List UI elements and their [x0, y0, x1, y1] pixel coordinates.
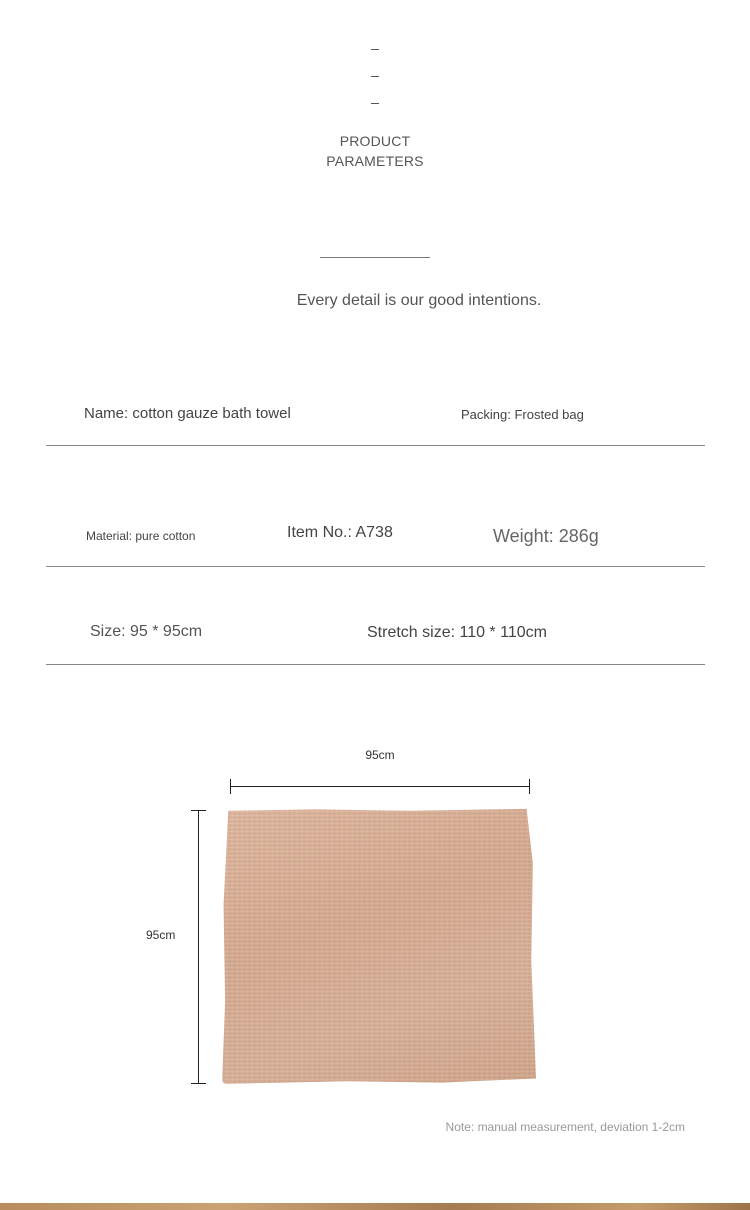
spec-weight: Weight: 286g	[493, 526, 599, 546]
bottom-image-strip	[0, 1203, 750, 1210]
decor-dash	[371, 49, 379, 50]
width-dimension-label: 95cm	[365, 748, 395, 762]
towel-image	[222, 808, 536, 1084]
measurement-note: Note: manual measurement, deviation 1-2cm	[445, 1120, 685, 1134]
spec-item-no: Item No.: A738	[287, 524, 393, 541]
row-divider	[46, 664, 705, 665]
spec-material: Material: pure cotton	[86, 529, 196, 543]
spec-size: Size: 95 * 95cm	[90, 623, 203, 640]
spec-stretch-size: Stretch size: 110 * 110cm	[367, 624, 547, 641]
heading-divider	[320, 257, 430, 258]
heading-line-1: PRODUCT	[339, 133, 411, 149]
height-dimension-tick	[191, 810, 206, 811]
width-dimension-tick	[529, 779, 530, 794]
row-divider	[46, 445, 705, 446]
section-heading	[0, 131, 750, 171]
tagline: Every detail is our good intentions.	[296, 292, 542, 309]
height-dimension-line	[198, 810, 199, 1084]
heading-line-2: PARAMETERS	[326, 153, 424, 169]
spec-name: Name: cotton gauze bath towel	[84, 405, 291, 422]
height-dimension-tick	[191, 1083, 206, 1084]
height-dimension-label: 95cm	[146, 928, 176, 942]
row-divider	[46, 566, 705, 567]
decor-dash	[371, 103, 379, 104]
width-dimension-tick	[230, 779, 231, 794]
spec-packing: Packing: Frosted bag	[461, 407, 584, 422]
width-dimension-line	[230, 786, 530, 787]
decor-dash	[371, 76, 379, 77]
